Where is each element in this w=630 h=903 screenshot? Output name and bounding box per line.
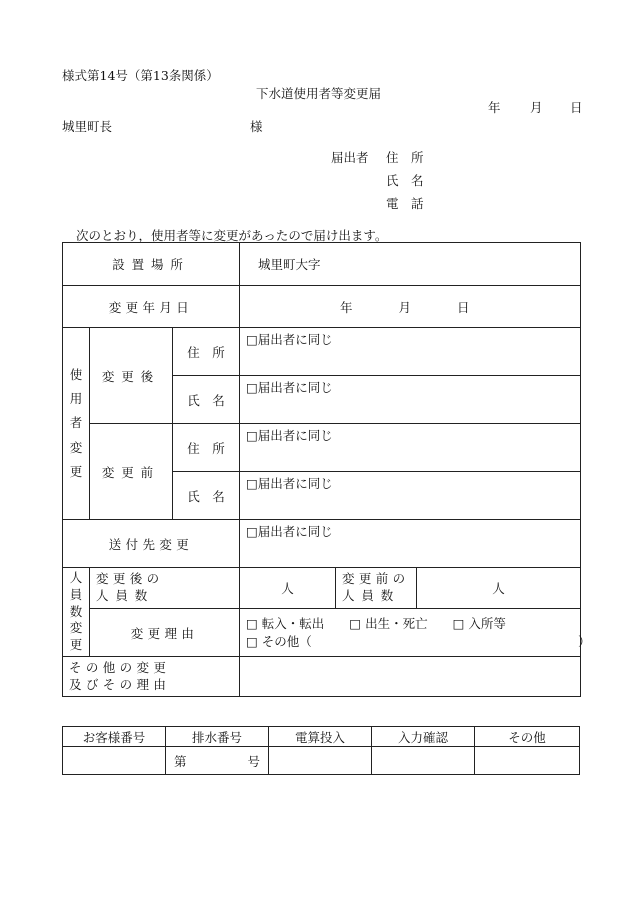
delivery-change-label: 送付先変更 xyxy=(63,520,240,568)
other-header: その他 xyxy=(475,727,580,747)
applicant-name-label: 氏 名 xyxy=(386,173,424,188)
page-title: 下水道使用者等変更届 xyxy=(256,86,382,101)
after-count-label: 変更後の 人員数 xyxy=(90,568,240,609)
input-confirm-header: 入力確認 xyxy=(372,727,475,747)
drain-number-header: 排水番号 xyxy=(166,727,269,747)
drain-number-cell[interactable]: 第 号 xyxy=(166,747,269,775)
before-name-label: 氏 名 xyxy=(173,472,240,520)
same-as-applicant-checkbox[interactable]: □届出者に同じ xyxy=(246,332,333,347)
after-count-field[interactable]: 人 xyxy=(240,568,336,609)
applicant-address-label: 住 所 xyxy=(386,150,424,165)
reason-other[interactable]: □ その他（ ） xyxy=(246,633,591,649)
change-reason-label: 変更理由 xyxy=(90,609,240,657)
before-name-field[interactable] xyxy=(240,472,581,520)
before-change-label: 変更前 xyxy=(90,424,173,520)
computer-input-header: 電算投入 xyxy=(269,727,372,747)
input-confirm-cell[interactable] xyxy=(372,747,475,775)
after-address-label: 住 所 xyxy=(173,328,240,376)
before-count-field[interactable]: 人 xyxy=(417,568,581,609)
addressee: 城里町長 xyxy=(62,119,113,134)
form-number: 様式第14号（第13条関係） xyxy=(62,68,219,83)
after-change-label: 変更後 xyxy=(90,328,173,424)
customer-number-cell[interactable] xyxy=(63,747,166,775)
same-as-applicant-checkbox[interactable]: □届出者に同じ xyxy=(246,476,333,491)
other-change-label: その他の変更 及びその理由 xyxy=(63,657,240,697)
change-date-label: 変更年月日 xyxy=(63,286,240,328)
intro-text: 次のとおり，使用者等に変更があったので届け出ます。 xyxy=(76,228,388,243)
date-day-label: 日 xyxy=(570,100,583,115)
change-form-table xyxy=(62,242,591,697)
date-month-label: 月 xyxy=(530,100,543,115)
delivery-change-field[interactable] xyxy=(240,520,581,568)
honorific: 様 xyxy=(250,119,263,134)
reason-options[interactable]: □ 転入・転出 □ 出生・死亡 □ 入所等 xyxy=(246,616,506,631)
applicant-label: 届出者 xyxy=(331,150,369,165)
after-address-field[interactable] xyxy=(240,328,581,376)
other-cell[interactable] xyxy=(475,747,580,775)
install-location-label: 設置場所 xyxy=(63,243,240,286)
before-address-field[interactable] xyxy=(240,424,581,472)
same-as-applicant-checkbox[interactable]: □届出者に同じ xyxy=(246,524,333,539)
change-date-value[interactable]: 年 月 日 xyxy=(240,286,581,328)
same-as-applicant-checkbox[interactable]: □届出者に同じ xyxy=(246,380,333,395)
after-name-label: 氏 名 xyxy=(173,376,240,424)
customer-number-header: お客様番号 xyxy=(63,727,166,747)
applicant-phone-label: 電 話 xyxy=(386,196,424,211)
before-address-label: 住 所 xyxy=(173,424,240,472)
before-count-label: 変更前の 人員数 xyxy=(336,568,417,609)
change-reason-field[interactable] xyxy=(240,609,591,657)
computer-input-cell[interactable] xyxy=(269,747,372,775)
install-location-value[interactable]: 城里町大字 xyxy=(240,243,581,286)
after-name-field[interactable] xyxy=(240,376,581,424)
office-use-table xyxy=(62,726,580,775)
other-change-field[interactable] xyxy=(240,657,581,697)
date-year-label: 年 xyxy=(488,100,501,115)
user-change-label: 使 用 者 変 更 xyxy=(63,328,90,520)
headcount-change-label: 人 員 数 変 更 xyxy=(63,568,90,657)
same-as-applicant-checkbox[interactable]: □届出者に同じ xyxy=(246,428,333,443)
